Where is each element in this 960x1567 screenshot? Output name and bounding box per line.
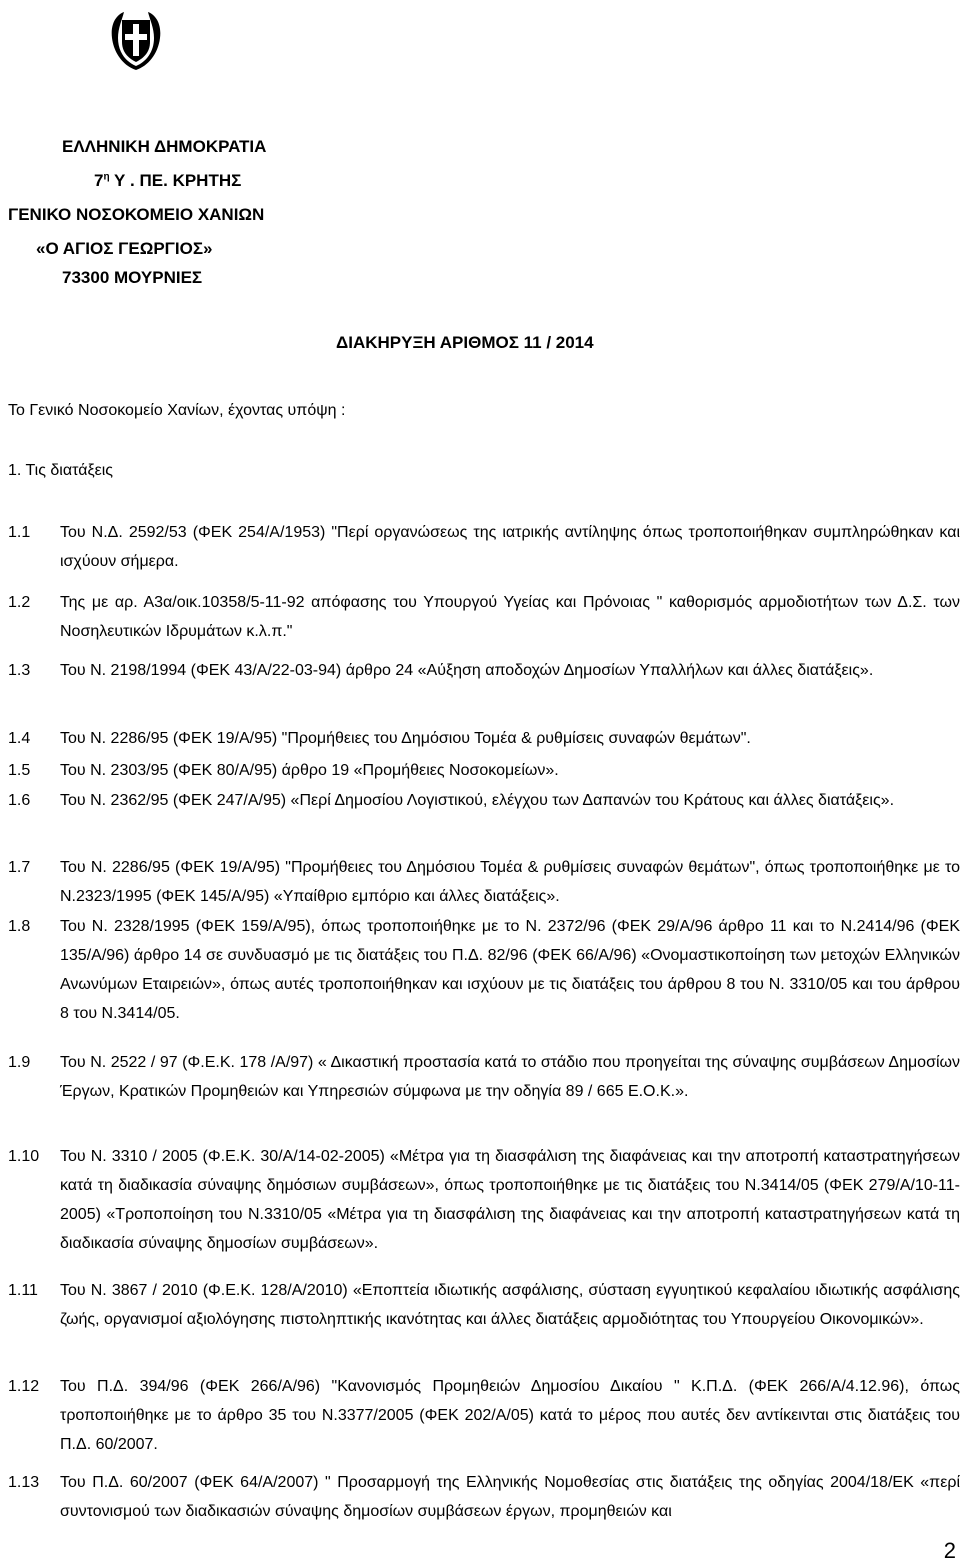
document-title: ΔΙΑΚΗΡΥΞΗ ΑΡΙΘΜΟΣ 11 / 2014 <box>336 333 594 352</box>
hospital-subtitle: «Ο ΑΓΙΟΣ ΓΕΩΡΓΙΟΣ» <box>36 239 213 258</box>
hospital-address: 73300 ΜΟΥΡΝΙΕΣ <box>62 268 203 287</box>
page-number: 2 <box>943 1538 956 1563</box>
intro-text: Το Γενικό Νοσοκομείο Χανίων, έχοντας υπόψη : <box>8 402 346 419</box>
section-heading: 1. Τις διατάξεις <box>8 462 114 479</box>
health-region: $7^\eta$ Υ . ΠΕ. ΚΡΗΤΗΣ <box>94 171 242 190</box>
greek-coat-of-arms-icon <box>104 8 168 72</box>
country-name: ΕΛΛΗΝΙΚΗ ΔΗΜΟΚΡΑΤΙΑ <box>62 137 267 156</box>
hospital-name: ΓΕΝΙΚΟ ΝΟΣΟΚΟΜΕΙΟ ΧΑΝΙΩΝ <box>8 205 265 224</box>
